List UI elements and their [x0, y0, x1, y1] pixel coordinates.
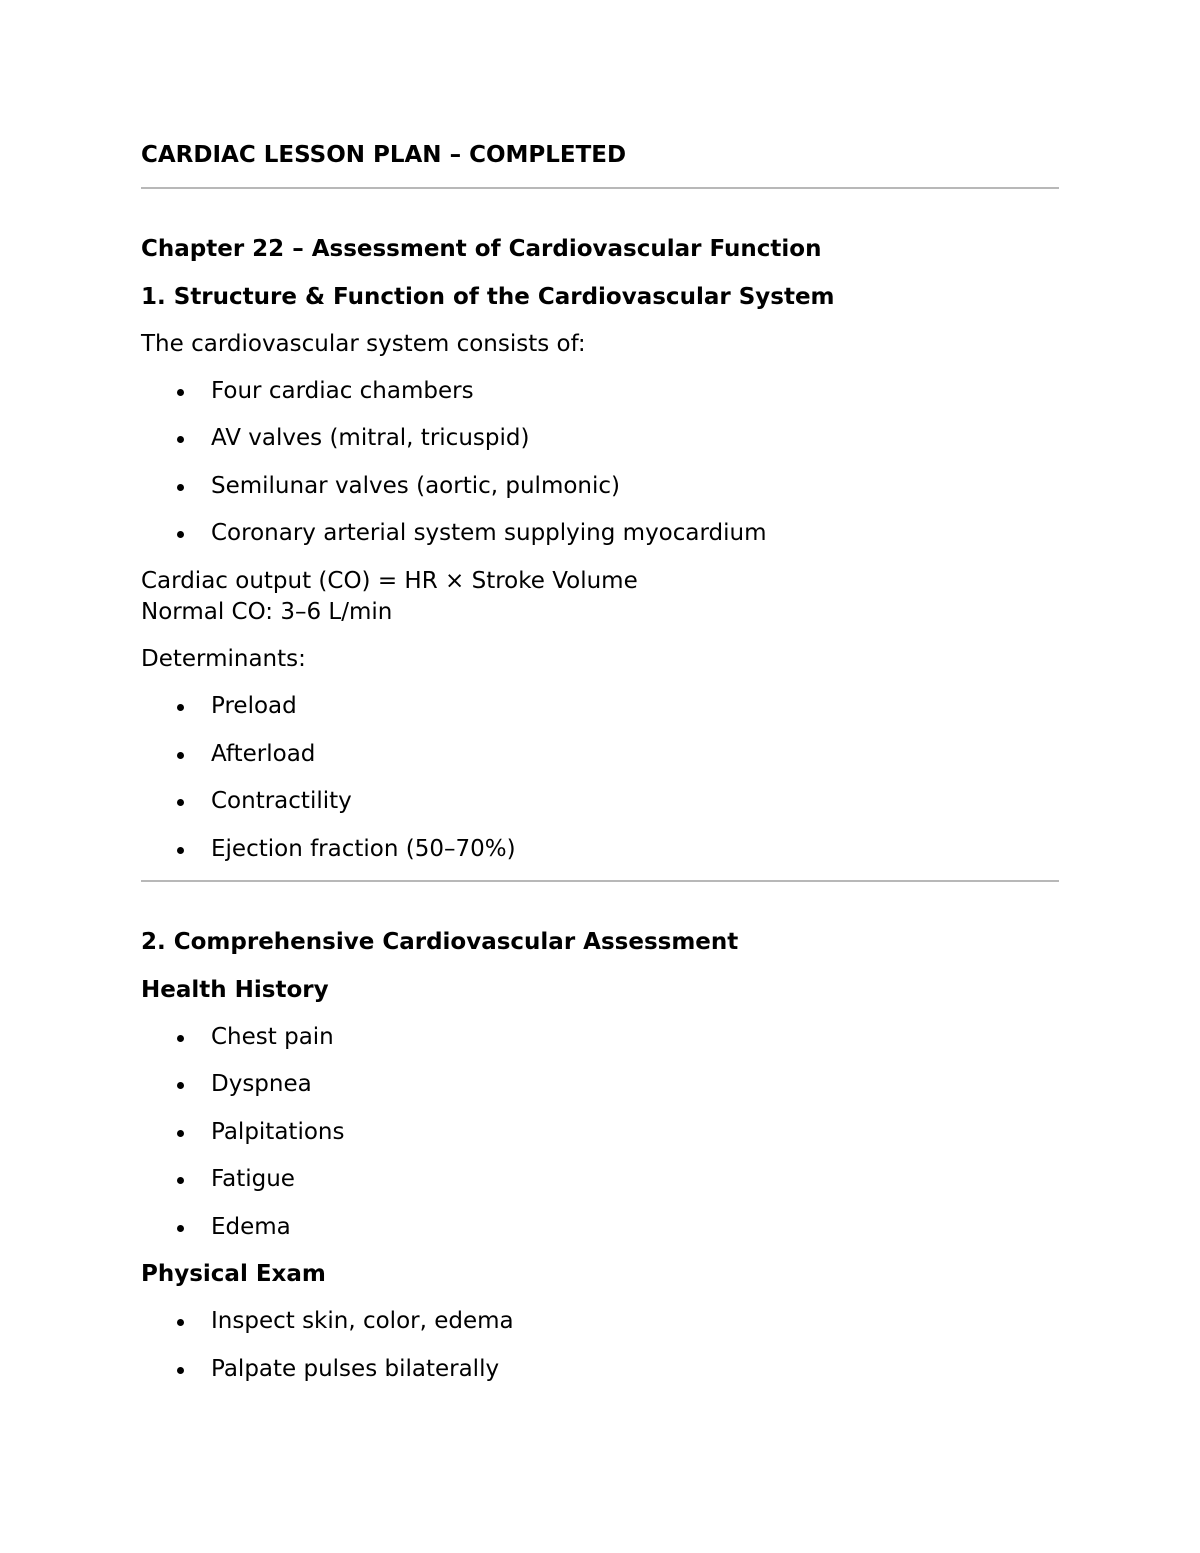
bullet-icon: [177, 484, 184, 491]
bullet-icon: [177, 1319, 184, 1326]
list-item: Coronary arterial system supplying myocardium: [211, 520, 767, 546]
bullet-icon: [177, 1130, 184, 1137]
list-item: Contractility: [211, 788, 352, 814]
list-item: Afterload: [211, 741, 316, 767]
list-item: AV valves (mitral, tricuspid): [211, 425, 530, 451]
section-heading: 2. Comprehensive Cardiovascular Assessment: [141, 929, 739, 955]
chapter-heading: Chapter 22 – Assessment of Cardiovascular Function: [141, 236, 822, 262]
bullet-icon: [177, 436, 184, 443]
bullet-icon: [177, 1082, 184, 1089]
bullet-icon: [177, 531, 184, 538]
list-item: Ejection fraction (50–70%): [211, 836, 516, 862]
subsection-heading: Physical Exam: [141, 1261, 326, 1287]
bullet-icon: [177, 1225, 184, 1232]
bullet-icon: [177, 847, 184, 854]
intro-text: The cardiovascular system consists of:: [141, 331, 586, 357]
section-heading: 1. Structure & Function of the Cardiovascular System: [141, 284, 835, 310]
bullet-icon: [177, 752, 184, 759]
determinants-label: Determinants:: [141, 646, 306, 672]
list-item: Preload: [211, 693, 297, 719]
list-item: Palpate pulses bilaterally: [211, 1356, 500, 1382]
bullet-icon: [177, 799, 184, 806]
list-item: Chest pain: [211, 1024, 334, 1050]
list-item: Inspect skin, color, edema: [211, 1308, 514, 1334]
bullet-icon: [177, 1035, 184, 1042]
co-formula: Cardiac output (CO) = HR × Stroke Volume: [141, 568, 638, 594]
document-title: CARDIAC LESSON PLAN – COMPLETED: [141, 142, 627, 168]
list-item: Four cardiac chambers: [211, 378, 474, 404]
bullet-icon: [177, 389, 184, 396]
list-item: Palpitations: [211, 1119, 345, 1145]
list-item: Fatigue: [211, 1166, 295, 1192]
co-normal: Normal CO: 3–6 L/min: [141, 599, 393, 625]
list-item: Semilunar valves (aortic, pulmonic): [211, 473, 621, 499]
bullet-icon: [177, 1367, 184, 1374]
list-item: Dyspnea: [211, 1071, 312, 1097]
divider: [141, 187, 1059, 189]
list-item: Edema: [211, 1214, 291, 1240]
bullet-icon: [177, 704, 184, 711]
divider: [141, 880, 1059, 882]
bullet-icon: [177, 1177, 184, 1184]
subsection-heading: Health History: [141, 977, 329, 1003]
